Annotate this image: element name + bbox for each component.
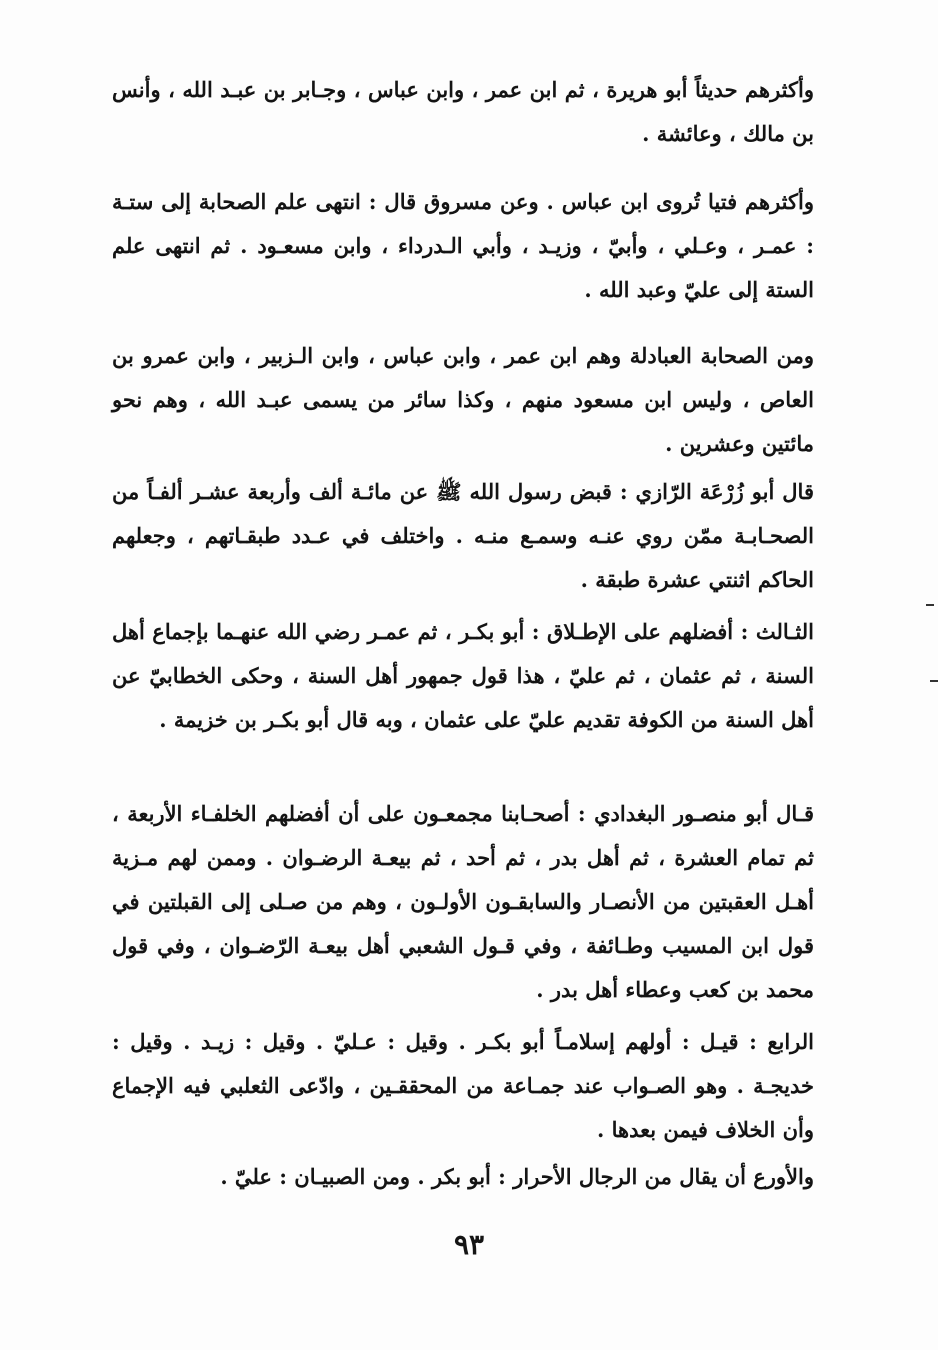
- paragraph-text: قيـل : أولهم إسلامـاً أبو بكـر . وقيل : عـليّ . وقيل : زيـد . وقيل : خديجـة . وهو الصـواب عند جمـاعة من المحققـين ، وادّعى الثعلبي فيه الإجماع وأن الخلاف فيمن بعدها .: [112, 1029, 814, 1142]
- paragraph-text: قال أبو زُرْعَة الرّازي : قبض رسول الله ﷺ عن مائـة ألف وأربعة عشـر ألفـاً من الصحـابـة ممّن روي عنـه وسمـع منـه . واختلف في عـدد طبقـاتهم ، وجعلهم الحاكم اثنتي عشرة طبقة .: [112, 479, 814, 592]
- paragraph-8: [112, 1155, 814, 1199]
- paragraph-text: قـال أبو منصـور البغدادي : أصحـابنا مجمعـون على أن أفضلهم الخلفـاء الأربعة ، ثم تمام العشرة ، ثم أهل بدر ، ثم أحد ، ثم بيعـة الرضـوان . وممن لهم مـزية أهـل العقبتين من الأنصـار والسابقـون الأولـون ، وهم من صـلى إلى القبلتين في قول ابن المسيب وطـائفة ، وفي قـول الشعبي أهل بيعـة الرّضـوان ، وفي قول محمد بن كعب وعطاء أهل بدر .: [112, 801, 814, 1002]
- paragraph-text: أفضلهم على الإطـلاق : أبو بكـر ، ثم عمـر رضي الله عنهـما بإجماع أهل السنة ، ثم عثمان ، ثم عليّ ، هذا قول جمهور أهل السنة ، وحكى الخطابيّ عن أهل السنة من الكوفة تقديم عليّ على عثمان ، وبه قال أبو بكـر بن خزيمة .: [112, 619, 814, 732]
- paragraph-6: [112, 792, 814, 1012]
- scan-edge-mark: [926, 604, 934, 606]
- paragraph-text: ومن الصحابة العبادلة وهم ابن عمر ، وابن عباس ، وابن الـزبير ، وابن عمرو بن العاص ، وليس ابن مسعود منهم ، وكذا سائر من يسمى عبـد الله ، وهم نحو مائتين وعشرين .: [112, 343, 814, 456]
- scan-edge-mark: [930, 680, 938, 682]
- page-number: ٩٣: [453, 1228, 485, 1261]
- paragraph-5: [112, 610, 814, 742]
- paragraph-1: [112, 68, 814, 156]
- paragraph-3: [112, 334, 814, 466]
- paragraph-2: [112, 180, 814, 312]
- paragraph-text: والأورع أن يقال من الرجال الأحرار : أبو بكر . ومن الصبيـان : عليّ .: [220, 1164, 814, 1189]
- paragraph-text: وأكثرهم حديثاً أبو هريرة ، ثم ابن عمر ، وابن عباس ، وجـابر بن عبـد الله ، وأنس بن مالك ، وعائشة .: [112, 77, 814, 146]
- paragraph-lead: الرابع :: [749, 1029, 814, 1054]
- paragraph-text: وأكثرهم فتيا تُروى ابن عباس . وعن مسروق قال : انتهى علم الصحابة إلى ستـة : عمـر ، وعـلي ، وأبيّ ، وزيـد ، وأبي الـدرداء ، وابن مسعـود . ثم انتهى علم الستة إلى عليّ وعبد الله .: [112, 189, 814, 302]
- paragraph-lead: الثـالث :: [740, 619, 814, 644]
- paragraph-7: [112, 1020, 814, 1152]
- paragraph-4: [112, 470, 814, 602]
